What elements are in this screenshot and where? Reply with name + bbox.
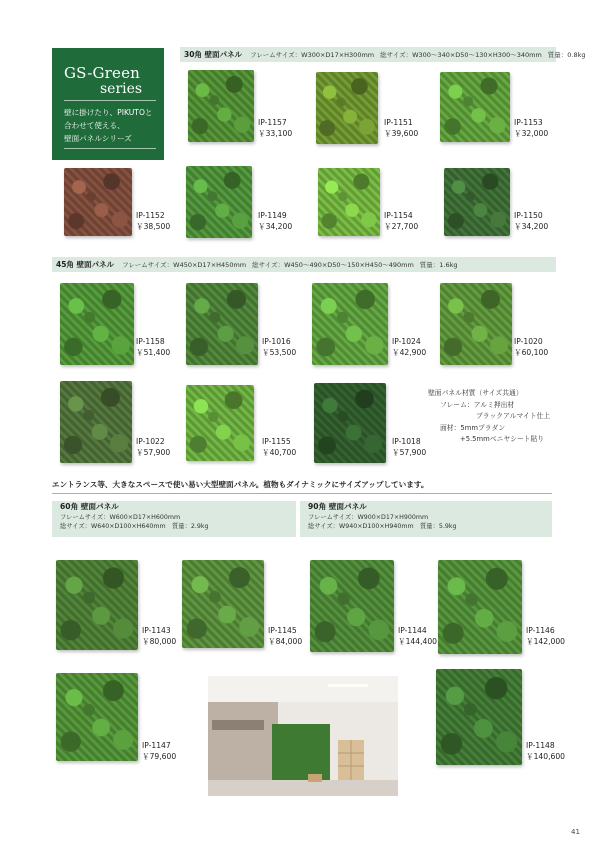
product-image [186,385,254,461]
product-image [188,70,254,142]
section-title: 90角 壁面パネル [308,502,367,511]
product-price: ￥34,200 [258,221,293,231]
total-size: 総サイズ：W300〜340×D50〜130×H300〜340mm [380,51,542,59]
frame-size: フレームサイズ：W900×D17×H900mm [308,514,429,521]
product-image [60,283,134,365]
product-price: ￥42,900 [392,347,427,357]
product-code: IP-1155 [262,437,291,446]
product-image [318,168,380,236]
product-code: IP-1144 [398,626,427,635]
total-size: 総サイズ：W450〜490×D50〜150×H450〜490mm [252,261,414,269]
product-image [438,560,522,654]
product-price: ￥79,600 [142,751,177,761]
product-label [526,741,565,762]
total-size: 総サイズ：W640×D100×H640mm [60,523,166,530]
brand-title: GS-Green [64,64,141,82]
product-price: ￥60,100 [514,347,549,357]
product-label [384,211,418,232]
weight: 質量：0.8kg [547,51,586,59]
frame-size: フレームサイズ：W450×D17×H450mm [122,261,247,269]
product-label [268,626,302,647]
product-image [310,560,394,652]
product-code: IP-1145 [268,626,297,635]
brand-subtitle: series [100,81,143,97]
total-size: 総サイズ：W940×D100×H940mm [308,523,414,530]
product-code: IP-1152 [136,211,165,220]
product-image [444,168,510,236]
divider [52,493,552,494]
brand-divider [64,148,156,149]
product-price: ￥32,000 [514,128,549,138]
weight: 質量：2.9kg [171,523,209,530]
product-code: IP-1147 [142,741,171,750]
section-header-30 [180,47,586,62]
note-line: フレーム：アルミ押出材 [440,400,515,409]
product-image [186,283,258,365]
large-panels-headline: エントランス等、大きなスペースで使い易い大型壁面パネル。植物もダイナミックにサイズアップしています。 [52,480,429,489]
product-price: ￥80,000 [142,636,177,646]
installation-photo [208,676,398,796]
product-image [314,383,386,463]
product-price: ￥84,000 [268,636,303,646]
product-label [136,437,170,458]
product-image [440,283,512,365]
section-header-90 [300,501,552,537]
product-code: IP-1151 [384,118,413,127]
product-label [262,437,296,458]
product-image [60,381,132,463]
product-image [56,673,138,761]
product-label [258,211,292,232]
product-label [384,118,418,139]
brand-desc-line: 壁に掛けたり、PIKUTOと [64,108,153,117]
product-label [392,337,426,358]
product-code: IP-1143 [142,626,171,635]
product-image [64,168,132,236]
product-label [136,211,170,232]
product-price: ￥33,100 [258,128,293,138]
product-price: ￥39,600 [384,128,419,138]
product-code: IP-1153 [514,118,543,127]
brand-desc-line: 壁面パネルシリーズ [64,134,132,143]
product-label [398,626,437,647]
product-code: IP-1154 [384,211,413,220]
weight: 質量：5.9kg [419,523,457,530]
product-label [514,118,548,139]
section-header-60 [52,501,296,537]
product-price: ￥34,200 [514,221,549,231]
product-label [526,626,565,647]
section-title: 45角 壁面パネル [56,260,115,269]
product-image [316,72,378,144]
product-image [186,166,252,238]
product-price: ￥53,500 [262,347,297,357]
note-line: 壁面パネル材質（サイズ共通） [428,389,523,397]
brand-panel [52,48,164,160]
product-image [440,72,510,142]
product-code: IP-1024 [392,337,421,346]
product-price: ￥57,900 [136,447,171,457]
frame-size: フレームサイズ：W600×D17×H600mm [60,514,181,521]
product-image [436,669,522,765]
product-code: IP-1146 [526,626,555,635]
product-image [182,560,264,648]
product-price: ￥57,900 [392,447,427,457]
weight: 質量：1.6kg [419,261,458,269]
product-price: ￥27,700 [384,221,419,231]
product-label [136,337,170,358]
product-label [142,626,176,647]
product-code: IP-1148 [526,741,555,750]
material-notes [428,388,550,446]
product-price: ￥40,700 [262,447,297,457]
product-label [142,741,176,762]
section-title: 30角 壁面パネル [184,50,243,59]
product-code: IP-1149 [258,211,287,220]
product-code: IP-1016 [262,337,291,346]
product-price: ￥140,600 [526,751,565,761]
note-line: 面材：5mmプラダン [440,423,506,432]
product-label [392,437,426,458]
brand-desc-line: 合わせて使える、 [64,121,125,130]
product-image [56,560,138,650]
product-label [258,118,292,139]
product-label [514,337,548,358]
page-number: 41 [571,828,580,836]
product-code: IP-1020 [514,337,543,346]
product-price: ￥142,000 [526,636,565,646]
note-line: +5.5mmベニヤシート貼り [460,435,545,443]
product-image [312,283,388,365]
note-line: ブラックアルマイト仕上 [476,412,551,420]
product-price: ￥144,400 [398,636,437,646]
product-code: IP-1157 [258,118,287,127]
product-label [514,211,548,232]
frame-size: フレームサイズ：W300×D17×H300mm [250,51,375,59]
product-label [262,337,296,358]
brand-divider [64,100,156,101]
product-code: IP-1022 [136,437,165,446]
product-code: IP-1018 [392,437,421,446]
product-price: ￥51,400 [136,347,171,357]
product-price: ￥38,500 [136,221,171,231]
section-title: 60角 壁面パネル [60,502,119,511]
product-code: IP-1158 [136,337,165,346]
product-code: IP-1150 [514,211,543,220]
section-header-45 [52,257,556,272]
